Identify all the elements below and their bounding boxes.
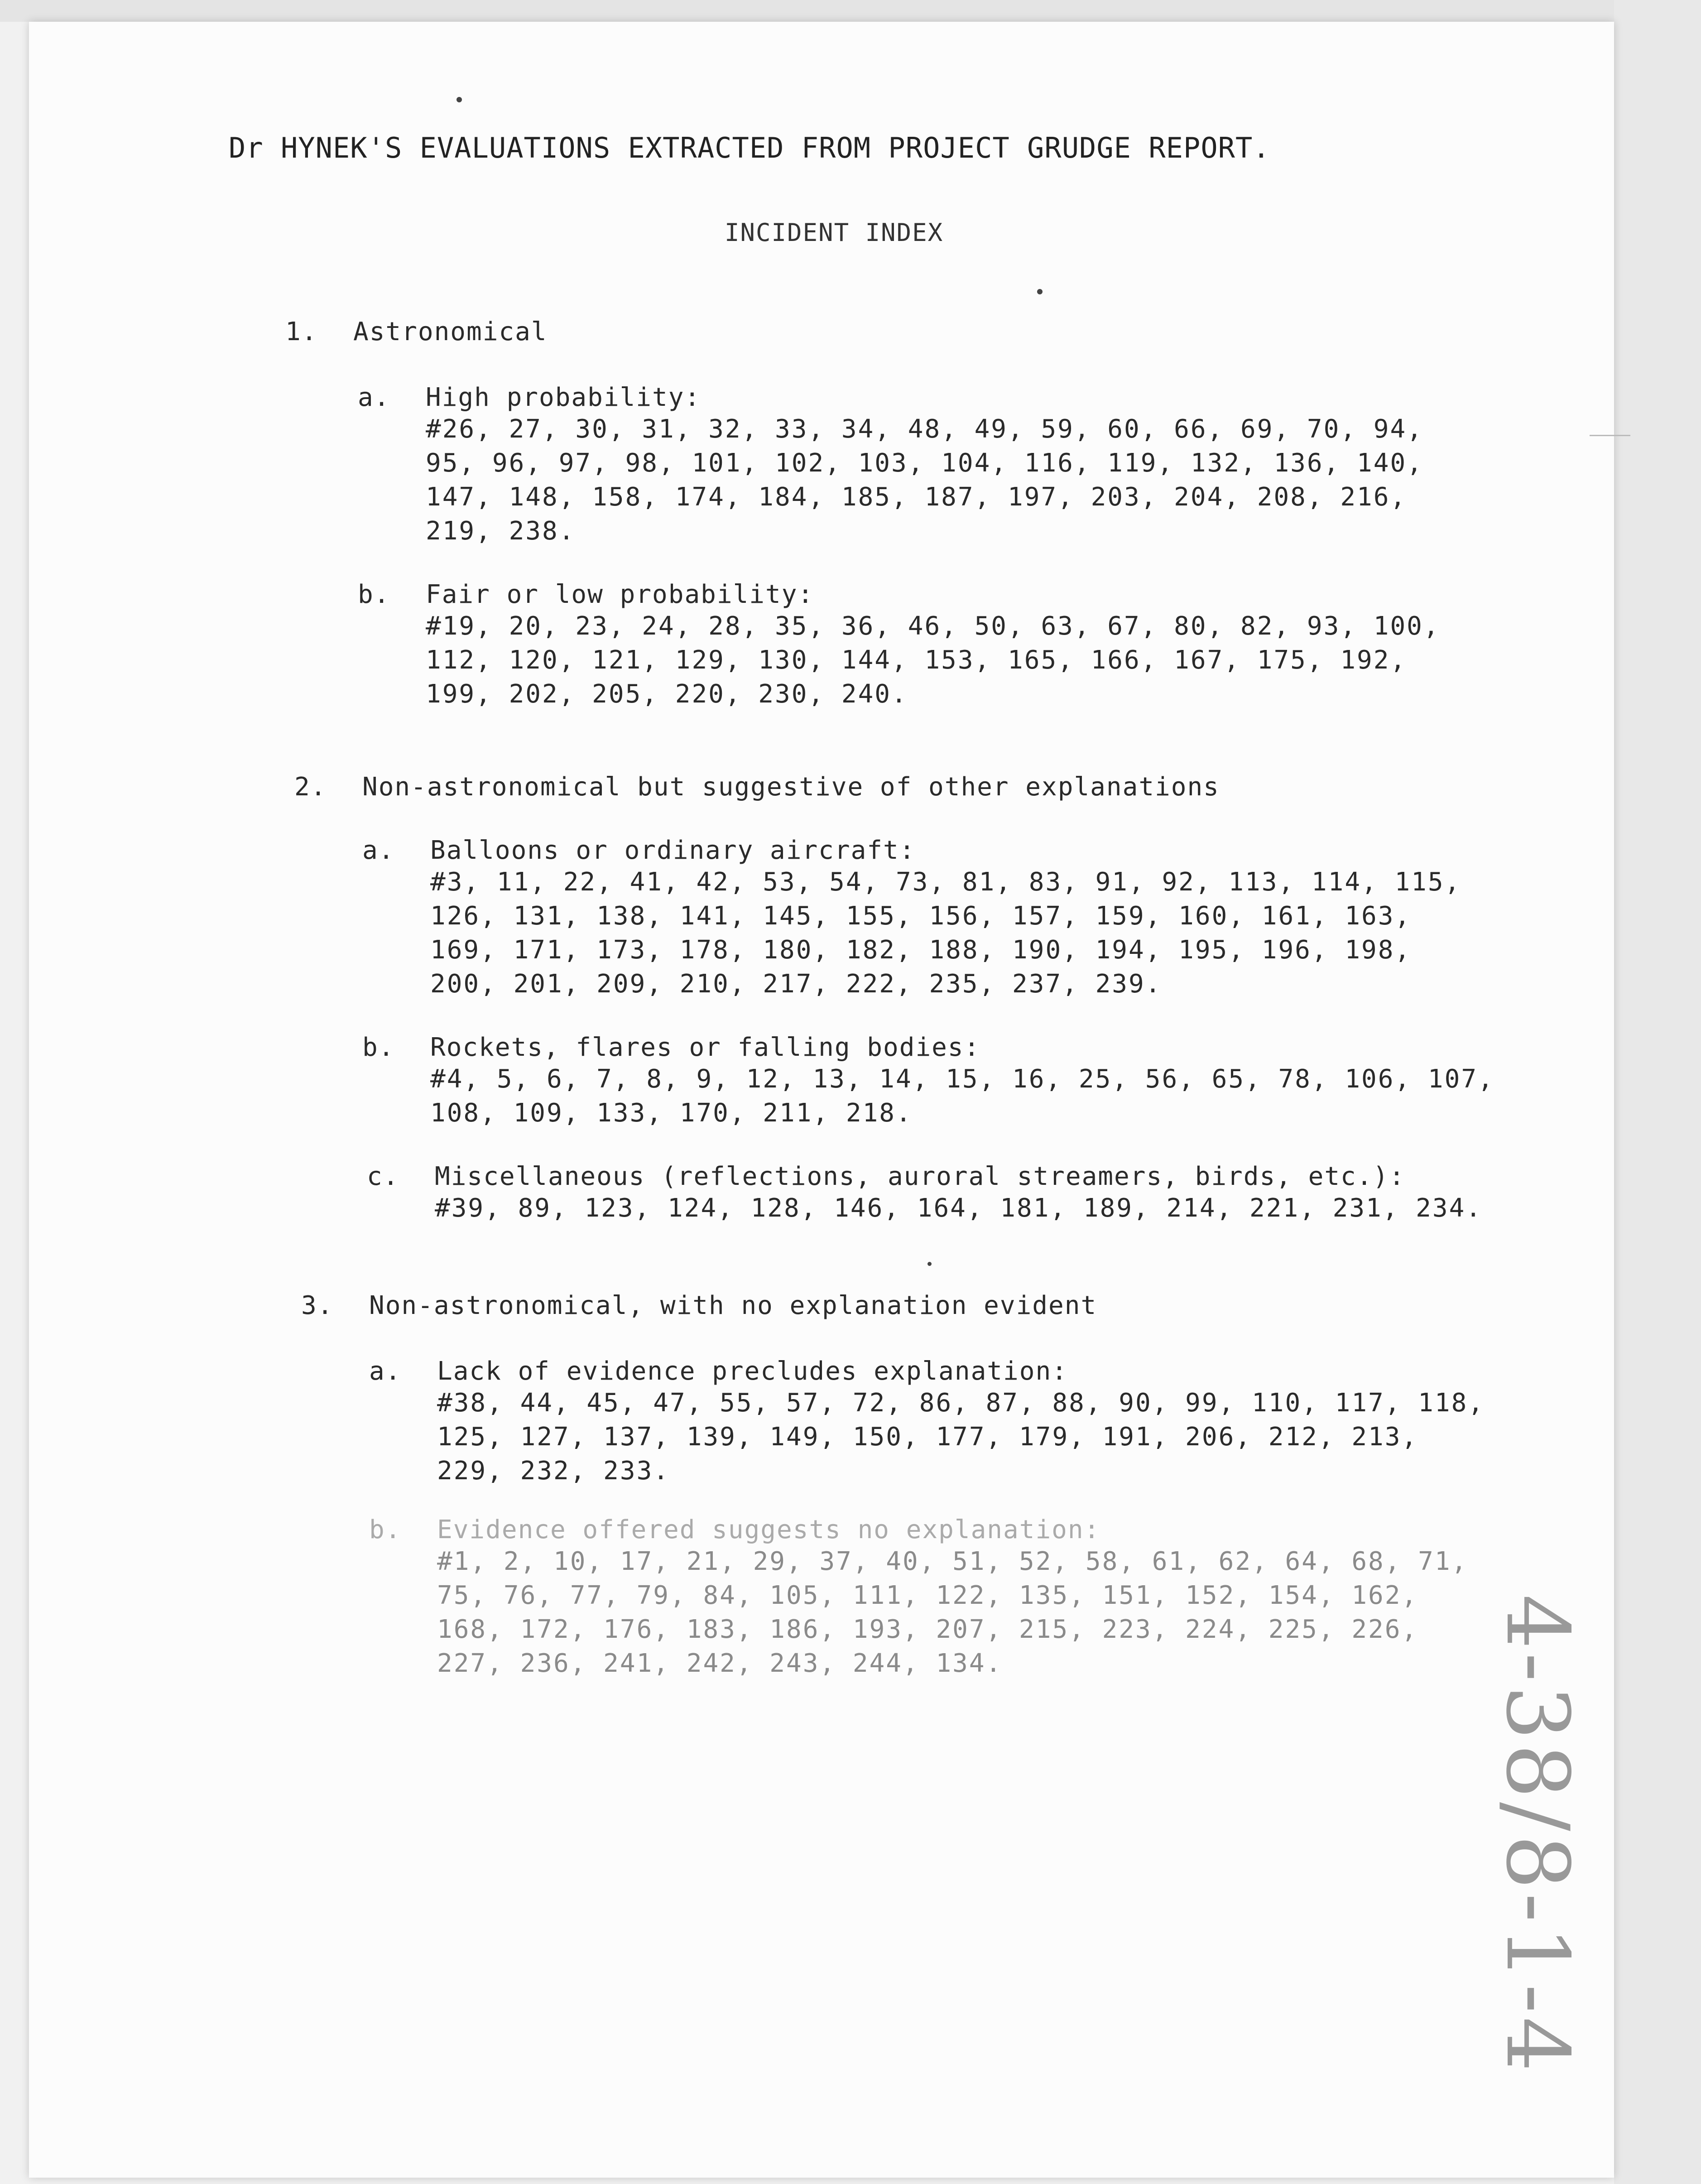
incident-line: 95, 96, 97, 98, 101, 102, 103, 104, 116, 119, 132, 136, 140, <box>426 448 1423 478</box>
section-title: Non-astronomical, with no explanation evident <box>369 1291 1097 1320</box>
subsection-label: High probability: <box>426 383 701 412</box>
section-number: 1. <box>285 317 318 346</box>
section-2c-incidents <box>435 1191 1482 1225</box>
incident-line: 199, 202, 205, 220, 230, 240. <box>426 679 908 709</box>
incident-line: 168, 172, 176, 183, 186, 193, 207, 215, 223, 224, 225, 226, <box>437 1615 1418 1644</box>
section-number: 3. <box>301 1291 334 1320</box>
scan-mark <box>1590 435 1630 436</box>
film-border-right <box>1614 0 1701 2184</box>
incident-line: #39, 89, 123, 124, 128, 146, 164, 181, 189, 214, 221, 231, 234. <box>435 1193 1483 1223</box>
section-3b-label <box>369 1515 1100 1544</box>
incident-line: 219, 238. <box>426 516 576 546</box>
film-border-top <box>0 0 1701 22</box>
section-3a-incidents <box>437 1386 1485 1488</box>
section-3-heading <box>301 1291 1097 1320</box>
incident-line: 112, 120, 121, 129, 130, 144, 153, 165, 166, 167, 175, 192, <box>426 645 1407 675</box>
scan-speck <box>456 97 462 102</box>
section-2-heading <box>294 772 1220 802</box>
section-2b-incidents <box>430 1062 1494 1130</box>
section-1a-label <box>358 383 701 412</box>
subsection-letter: b. <box>369 1515 402 1544</box>
incident-line: #4, 5, 6, 7, 8, 9, 12, 13, 14, 15, 16, 25, 56, 65, 78, 106, 107, <box>430 1064 1494 1094</box>
index-title: INCIDENT INDEX <box>725 218 944 247</box>
incident-line: 108, 109, 133, 170, 211, 218. <box>430 1098 913 1128</box>
section-1b-incidents <box>426 609 1440 711</box>
section-1a-incidents <box>426 412 1423 548</box>
subsection-letter: a. <box>358 383 390 412</box>
subsection-letter: b. <box>358 580 390 609</box>
scan-speck <box>1037 289 1043 294</box>
incident-line: #1, 2, 10, 17, 21, 29, 37, 40, 51, 52, 58, 61, 62, 64, 68, 71, <box>437 1547 1468 1576</box>
incident-line: #38, 44, 45, 47, 55, 57, 72, 86, 87, 88, 90, 99, 110, 117, 118, <box>437 1388 1485 1418</box>
subsection-label: Balloons or ordinary aircraft: <box>430 836 916 865</box>
subsection-label: Evidence offered suggests no explanation: <box>437 1515 1100 1544</box>
document-heading: Dr HYNEK'S EVALUATIONS EXTRACTED FROM PROJECT GRUDGE REPORT. <box>229 131 1270 164</box>
incident-line: #3, 11, 22, 41, 42, 53, 54, 73, 81, 83, 91, 92, 113, 114, 115, <box>430 867 1461 897</box>
subsection-label: Rockets, flares or falling bodies: <box>430 1033 980 1062</box>
incident-line: 200, 201, 209, 210, 217, 222, 235, 237, 239. <box>430 969 1162 999</box>
incident-line: 147, 148, 158, 174, 184, 185, 187, 197, 203, 204, 208, 216, <box>426 482 1407 512</box>
incident-line: 229, 232, 233. <box>437 1456 670 1486</box>
section-3b-incidents <box>437 1544 1468 1680</box>
margin-handwritten-note: 4-38/8-1-4 <box>1487 1594 1587 2075</box>
incident-line: 227, 236, 241, 242, 243, 244, 134. <box>437 1649 1003 1678</box>
subsection-label: Lack of evidence precludes explanation: <box>437 1357 1068 1386</box>
section-3a-label <box>369 1357 1068 1386</box>
section-2a-incidents <box>430 865 1461 1001</box>
subsection-label: Miscellaneous (reflections, auroral streamers, birds, etc.): <box>435 1162 1405 1191</box>
section-title: Astronomical <box>353 317 548 346</box>
incident-line: #26, 27, 30, 31, 32, 33, 34, 48, 49, 59, 60, 66, 69, 70, 94, <box>426 414 1423 444</box>
section-title: Non-astronomical but suggestive of other explanations <box>362 772 1220 802</box>
section-1b-label <box>358 580 814 609</box>
incident-line: #19, 20, 23, 24, 28, 35, 36, 46, 50, 63, 67, 80, 82, 93, 100, <box>426 611 1440 641</box>
subsection-letter: c. <box>367 1162 399 1191</box>
incident-line: 125, 127, 137, 139, 149, 150, 177, 179, 191, 206, 212, 213, <box>437 1422 1418 1452</box>
section-1-heading <box>285 317 548 346</box>
subsection-letter: b. <box>362 1033 395 1062</box>
subsection-letter: a. <box>369 1357 402 1386</box>
section-number: 2. <box>294 772 327 802</box>
incident-line: 126, 131, 138, 141, 145, 155, 156, 157, 159, 160, 161, 163, <box>430 901 1412 931</box>
incident-line: 75, 76, 77, 79, 84, 105, 111, 122, 135, 151, 152, 154, 162, <box>437 1581 1418 1610</box>
scan-speck <box>927 1262 932 1266</box>
subsection-label: Fair or low probability: <box>426 580 814 609</box>
section-2c-label <box>367 1162 1405 1191</box>
subsection-letter: a. <box>362 836 395 865</box>
section-2a-label <box>362 836 915 865</box>
incident-line: 169, 171, 173, 178, 180, 182, 188, 190, 194, 195, 196, 198, <box>430 935 1412 965</box>
section-2b-label <box>362 1033 980 1062</box>
